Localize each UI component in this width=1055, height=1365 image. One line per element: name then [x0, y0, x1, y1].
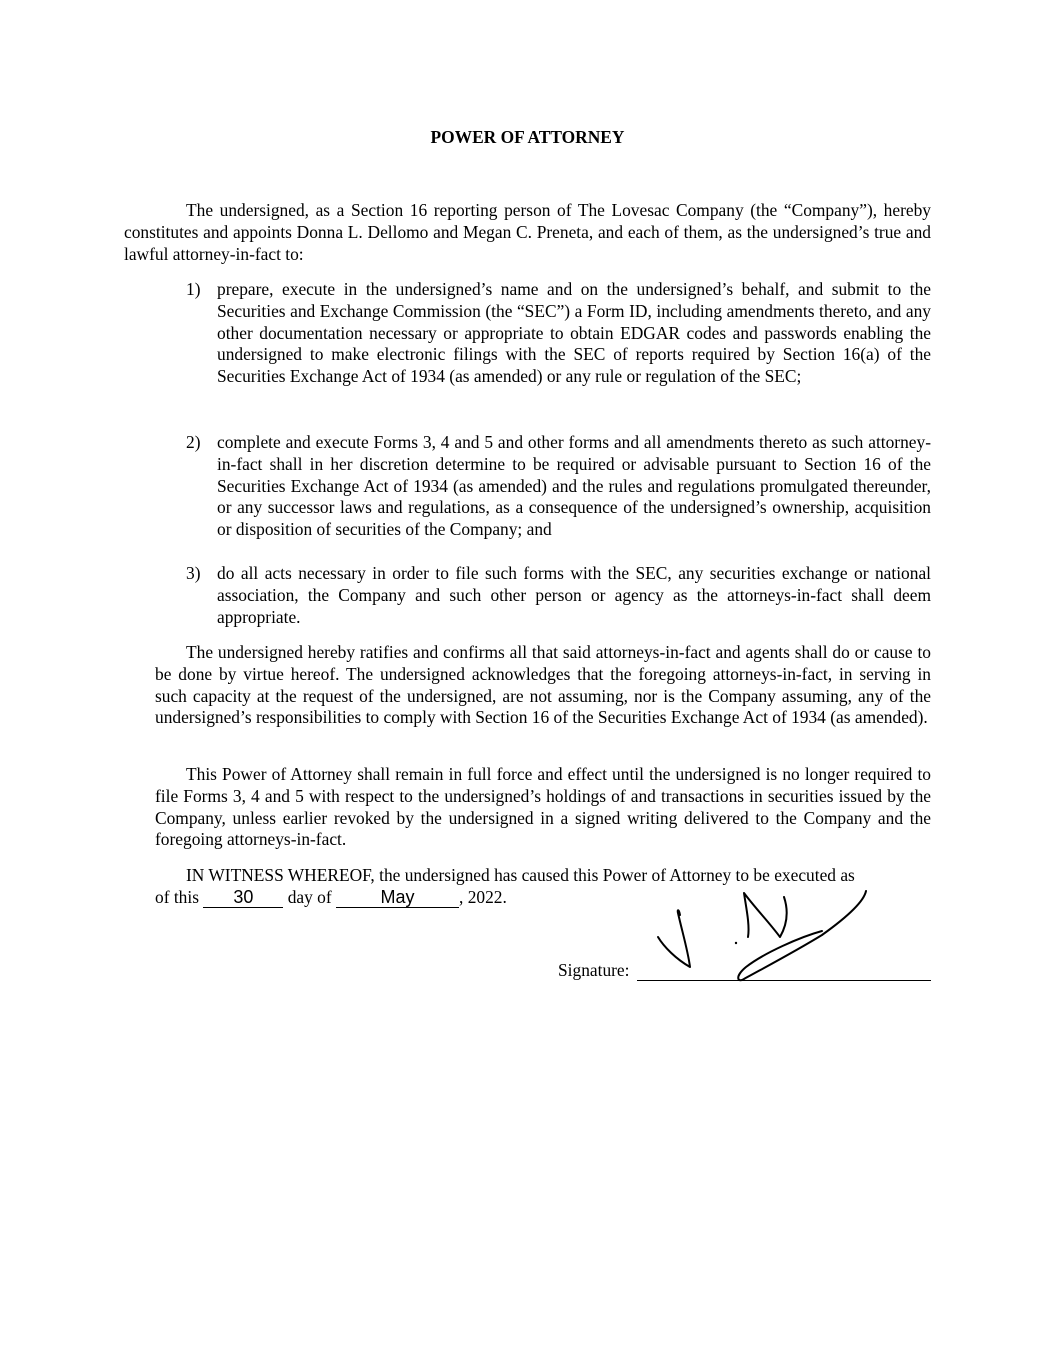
- list-text: complete and execute Forms 3, 4 and 5 and other forms and all amendments thereto as such attorney-in-fact shall in her discretion determine to be required or advisable pursuant to Section 16 of the Securities Exchange Act of 1934 (as amended) and the rules and regulations promulgated thereunder, or any successor laws and regulations, as a consequence of the undersigned’s ownership, acquisition or disposition of securities of the Company; and: [217, 432, 931, 540]
- handwritten-signature: [650, 885, 880, 985]
- force-paragraph: This Power of Attorney shall remain in full force and effect until the undersigned is no longer required to file Forms 3, 4 and 5 with respect to the undersigned’s holdings of and transactions in securities issued by the Company, unless earlier revoked by the undersigned in a signed writing delivered to the Company and the foregoing attorneys-in-fact.: [155, 764, 931, 850]
- signature-label: Signature:: [558, 960, 630, 980]
- date-suffix: , 2022.: [459, 887, 507, 907]
- list-text: prepare, execute in the undersigned’s name and on the undersigned’s behalf, and submit to the Securities and Exchange Commission (the “SEC”) a Form ID, including amendments thereto, and any other documentation necessary or appropriate to obtain EDGAR codes and passwords enabling the undersigned to make electronic filings with the SEC of reports required by Section 16(a) of the Securities Exchange Act of 1934 (as amended) or any rule or regulation of the SEC;: [217, 279, 931, 387]
- list-number: 2): [186, 432, 201, 452]
- intro-paragraph: The undersigned, as a Section 16 reporting person of The Lovesac Company (the “Company”), hereby constitutes and appoints Donna L. Dellomo and Megan C. Preneta, and each of them, as the undersigned’s true and lawful attorney-in-fact to:: [124, 200, 931, 264]
- list-text: do all acts necessary in order to file such forms with the SEC, any securities exchange or national association, the Company and such other person or agency as the attorneys-in-fact shall deem appropriate.: [217, 563, 931, 627]
- document-title: POWER OF ATTORNEY: [430, 127, 625, 147]
- date-line: [155, 887, 507, 909]
- date-middle: day of: [287, 887, 332, 907]
- day-field[interactable]: 30: [203, 888, 283, 908]
- list-number: 3): [186, 563, 201, 583]
- date-prefix: of this: [155, 887, 199, 907]
- witness-paragraph: IN WITNESS WHEREOF, the undersigned has caused this Power of Attorney to be executed as: [186, 865, 855, 885]
- list-number: 1): [186, 279, 201, 299]
- month-field[interactable]: May: [336, 888, 459, 908]
- ratify-paragraph: The undersigned hereby ratifies and confirms all that said attorneys-in-fact and agents shall do or cause to be done by virtue hereof. The undersigned acknowledges that the foregoing attorneys-in-fact, in serving in such capacity at the request of the undersigned, are not assuming, nor is the Company assuming, any of the undersigned’s responsibilities to comply with Section 16 of the Securities Exchange Act of 1934 (as amended).: [155, 642, 931, 728]
